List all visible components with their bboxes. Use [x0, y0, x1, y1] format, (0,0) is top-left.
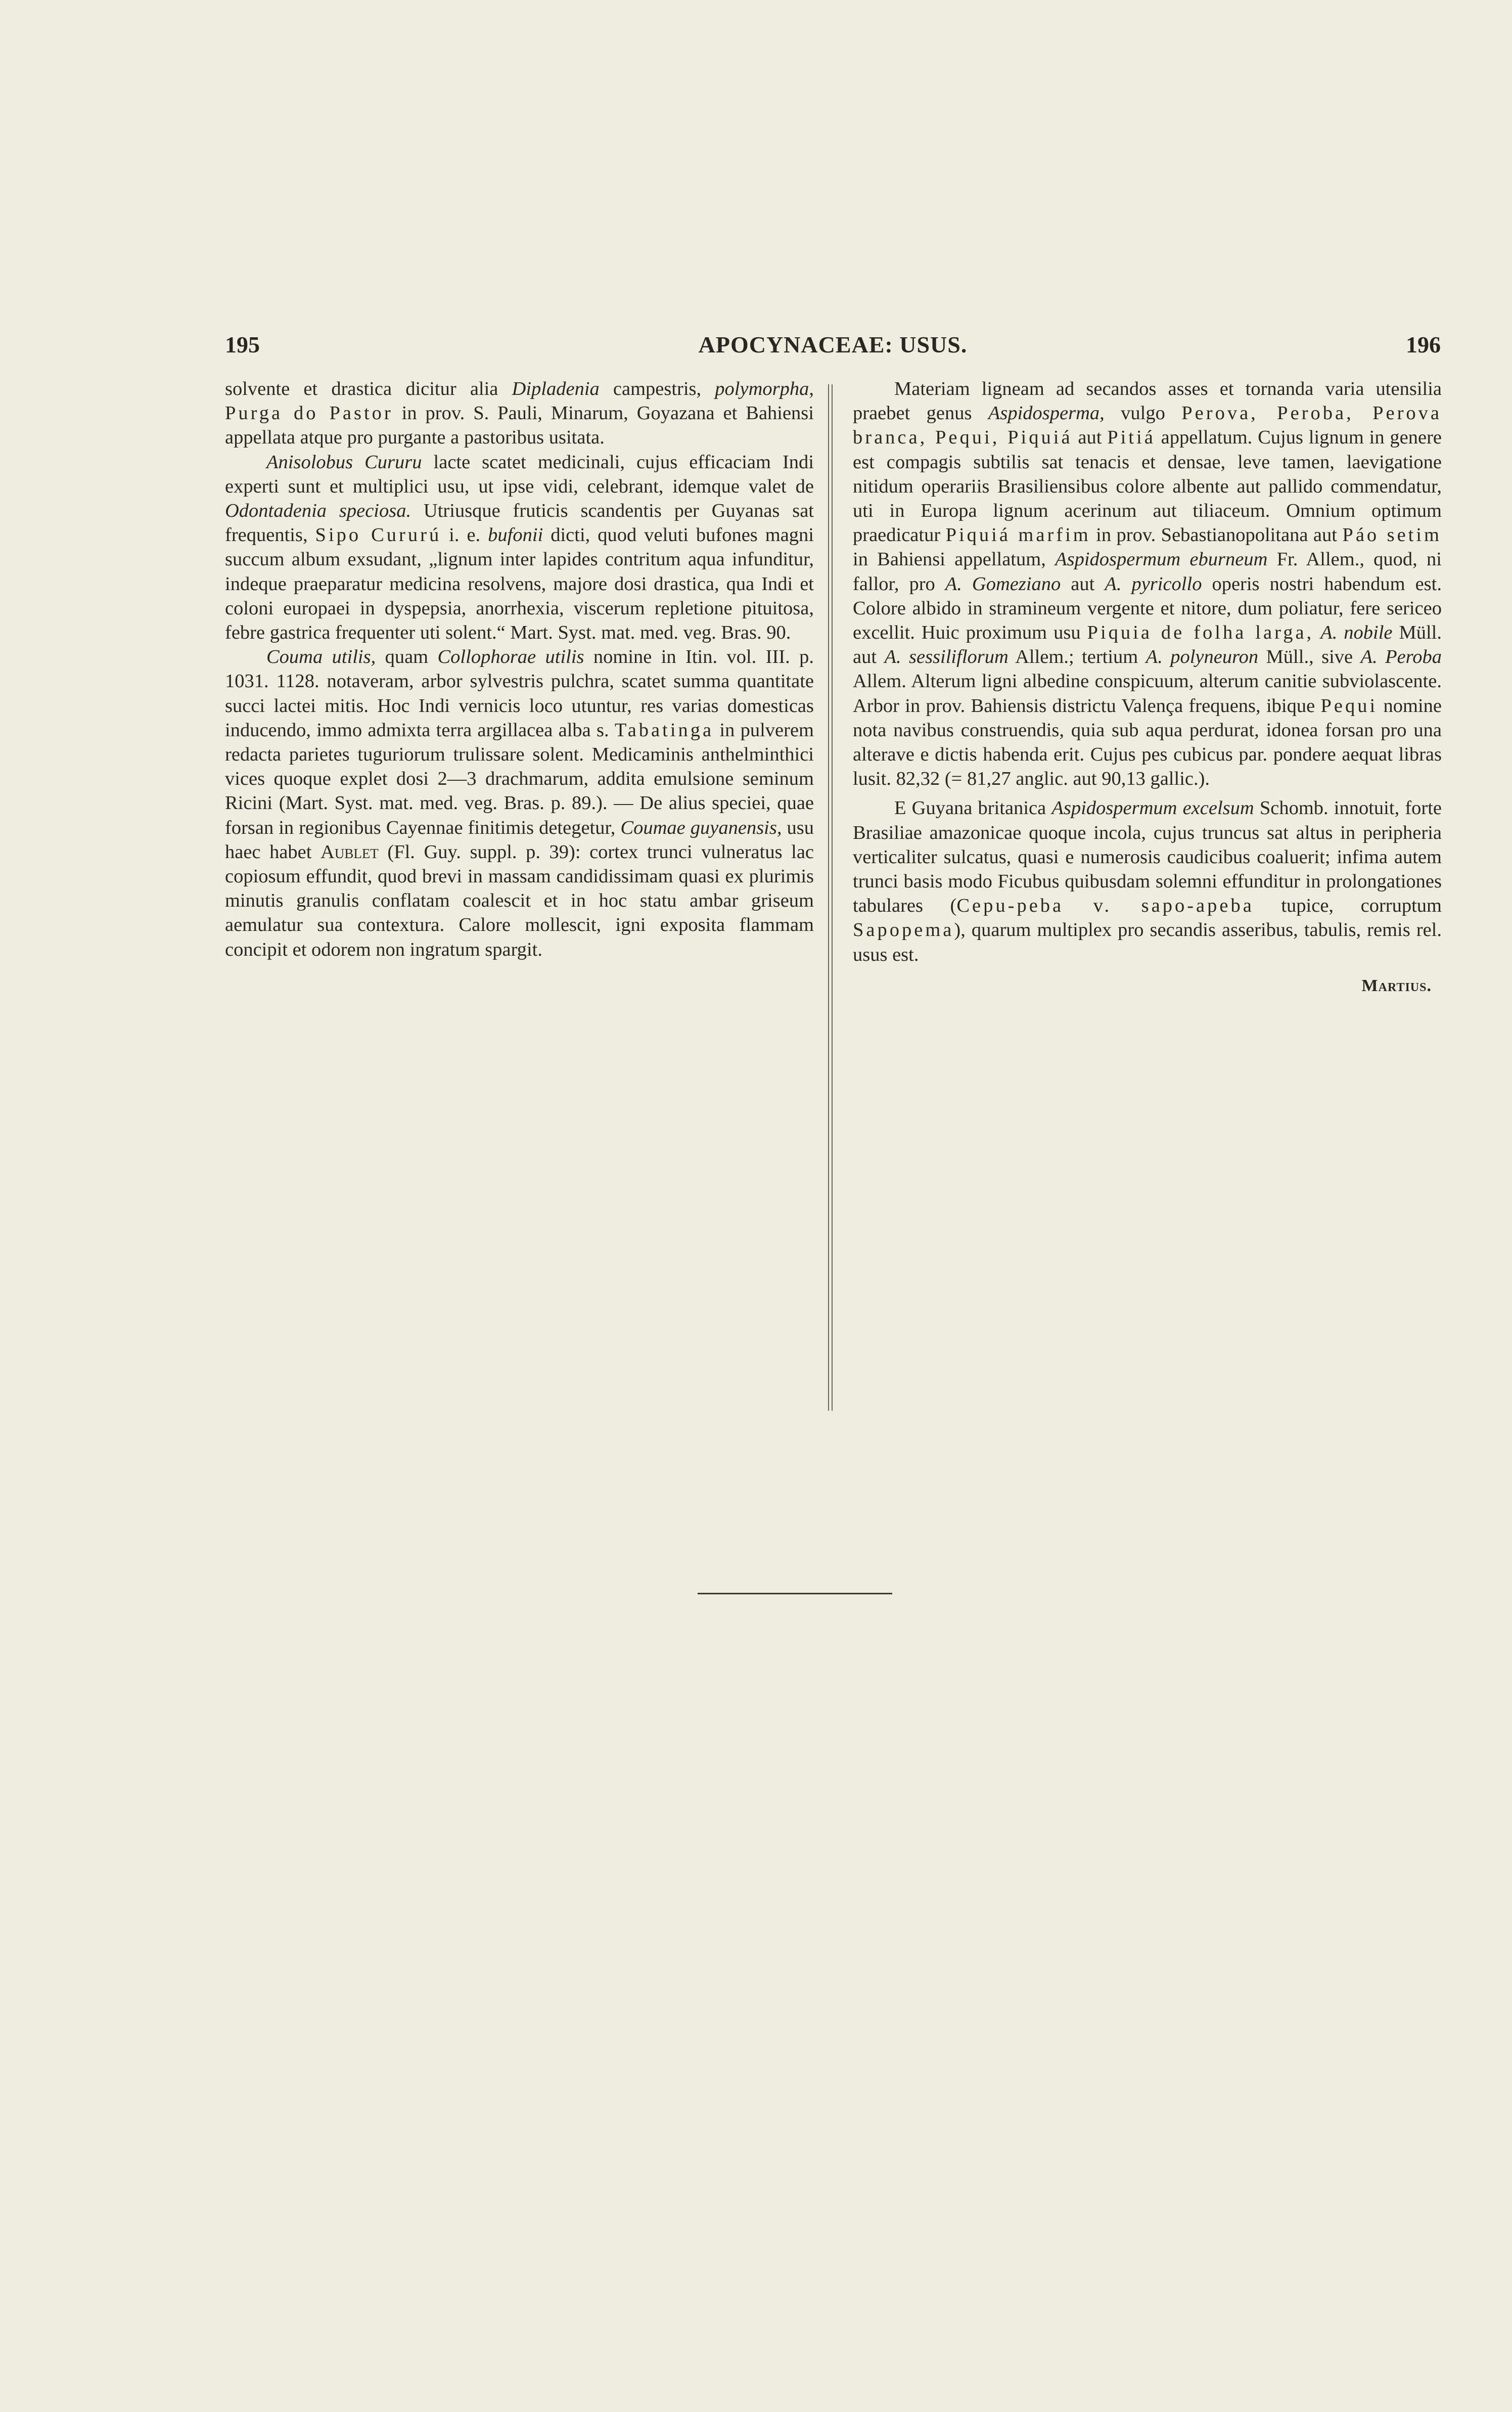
footer-rule — [698, 1593, 892, 1594]
paragraph-dipladenia: solvente et drastica dicitur alia Dipladenia campestris, polymorpha, Purga do Pastor in prov. S. Pauli, Minarum, Goyazana et Bahiensi appellata atque pro purgante a pastoribus usitata. — [225, 378, 814, 449]
right-column — [853, 377, 1442, 998]
paragraph-couma: Couma utilis, quam Collophorae utilis nomine in Itin. vol. III. p. 1031. 1128. notaveram, arbor sylvestris pulchra, scatet summa quantitate succi lactei mitis. Hoc Indi vernicis loco utuntur, res varias domesticas inducendo, immo admixta terra argillacea alba s. Tabatinga in pulverem redacta parietes tuguriorum trulissare solent. Medicaminis anthelminthici vices quoque explet dosi 2—3 drachmarum, addita emulsione seminum Ricini (Mart. Syst. mat. med. veg. Bras. p. 89.). — De alius speciei, quae forsan in regionibus Cayennae finitimis detegetur, Coumae guyanensis, usu haec habet Aublet (Fl. Guy. suppl. p. 39): cortex trunci vulneratus lac copiosum effundit, quod brevi in massam candidissimam quasi ex plurimis minutis granulis conflatam coalescit et in hoc statu ambar griseum aemulatur sua contextura. Calore mollescit, igni exposita flammam concipit et odorem non ingratum spargit. — [225, 646, 814, 960]
paragraph-anisolobus: Anisolobus Cururu lacte scatet medicinali, cujus efficaciam Indi experti sunt et multiplici usu, ut ipse vidi, celebrant, idemque valet de Odontadenia speciosa. Utriusque fruticis scandentis per Guyanas sat frequentis, Sipo Cururú i. e. bufonii dicti, quod veluti bufones magni succum album exsudant, „lignum inter lapides contritum aqua infunditur, indeque praeparatur medicina resolvens, majore dosi drastica, qua Indi et coloni europaei in dyspepsia, anorrhexia, viscerum repletione pituitosa, febre gastrica frequenter uti solent.“ Mart. Syst. mat. med. veg. Bras. 90. — [225, 451, 814, 644]
author-signature: Martius. — [1361, 976, 1432, 995]
running-title: APOCYNACEAE: USUS. — [698, 332, 968, 358]
page-number-right: 196 — [1406, 332, 1441, 358]
column-divider — [828, 384, 833, 1411]
paragraph-aspidosperma: Materiam ligneam ad secandos asses et tornanda varia utensilia praebet genus Aspidosperma, vulgo Perova, Peroba, Perova branca, Pequi, Piquiá aut Pitiá appellatum. Cujus lignum in genere est compagis subtilis sat tenacis et densae, leve tamen, laevigatione nitidum operariis Brasiliensibus colore albente aut pallido commendatur, uti in Europa lignum acerinum aut tiliaceum. Omnium optimum praedicatur Piquiá marfim in prov. Sebastianopolitana aut Páo setim in Bahiensi appellatum, Aspidospermum eburneum Fr. Allem., quod, ni fallor, pro A. Gomeziano aut A. pyricollo operis nostri habendum est. Colore albido in stramineum vergente et nitore, dum poliatur, fere sericeo excellit. Huic proximum usu Piquia de folha larga, A. nobile Müll. aut A. sessiliflorum Allem.; tertium A. polyneuron Müll., sive A. Peroba Allem. Alterum ligni albedine conspicuum, alterum canitie subviolascente. Arbor in prov. Bahiensis districtu Valença frequens, ibique Pequi nomine nota navibus construendis, quia sub aqua perdurat, idonea forsan pro una alterave e dictis habenda erit. Cujus pes cubicus par. pondere aequat libras lusit. 82,32 (= 81,27 anglic. aut 90,13 gallic.). — [853, 378, 1442, 790]
paragraph-guyana: E Guyana britanica Aspidospermum excelsum Schomb. innotuit, forte Brasiliae amazonicae quoque incola, cujus truncus sat altus in peripheria verticaliter sulcatus, quasi e numerosis caudicibus coaluerit; infima autem trunci basis modo Ficubus quibusdam solemni effunditur in prolongationes tabulares (Cepu-peba v. sapo-apeba tupice, corruptum Sapopema), quarum multiplex pro secandis asseribus, tabulis, remis rel. usus est. — [853, 797, 1442, 965]
page-number-left: 195 — [225, 332, 260, 358]
left-column — [225, 377, 814, 962]
running-header — [225, 331, 1441, 372]
